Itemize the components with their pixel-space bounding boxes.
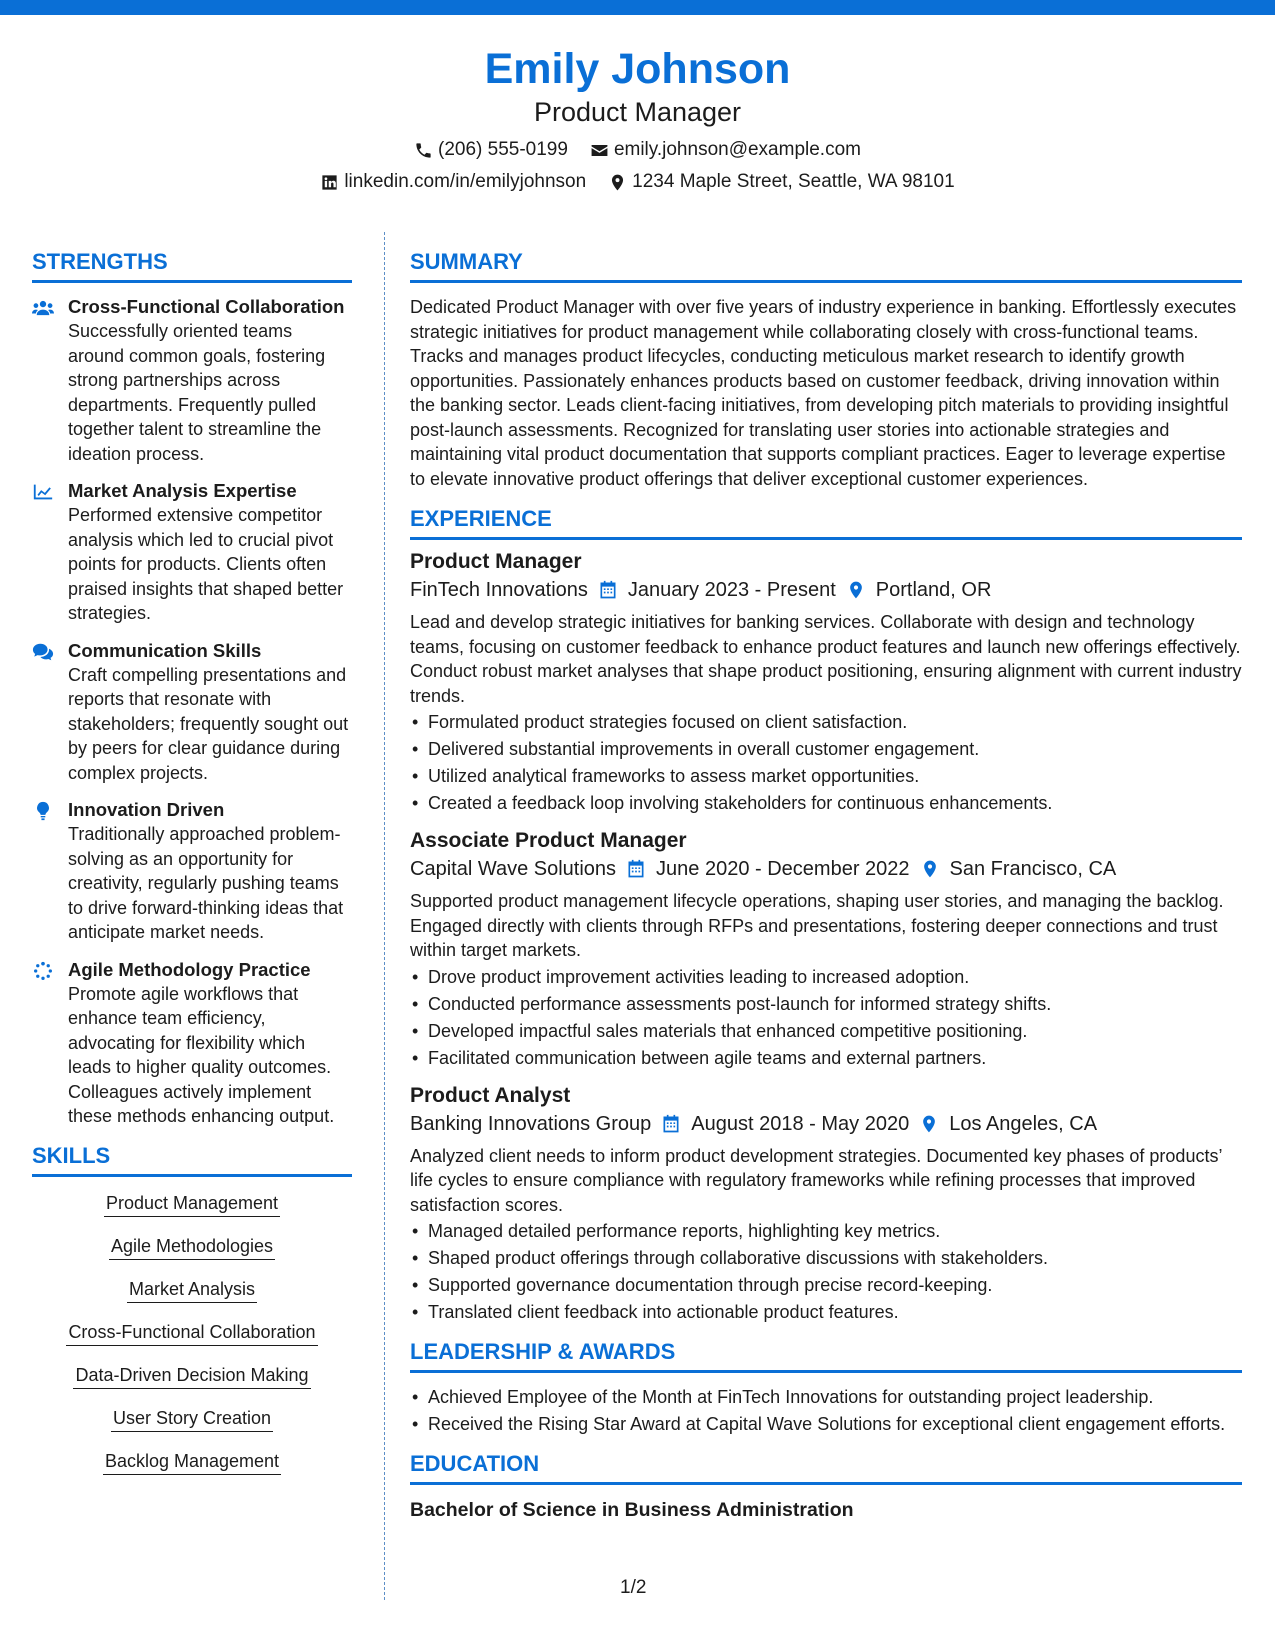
summary-text: Dedicated Product Manager with over five years of industry experience in banking. Effortlessly executes strategic initiatives for product management while collaborating closely with cross-functional teams. Tracks and manages product lifecycles, conducting meticulous market research to identify growth opportunities. Passionately enhances products based on customer feedback, driving innovation within the banking sector. Leads client-facing initiatives, from developing pitch materials to providing insightful post-launch assessments. Recognized for translating user stories into actionable strategies and maintaining vital product documentation that supports compliant practices. Eager to leverage expertise to elevate innovative product offerings that deliver exceptional customer experiences. — [410, 297, 1237, 489]
strength-desc: Successfully oriented teams around common goals, fostering strong partnerships across departments. Frequently pulled together talent to streamline the ideation process. — [68, 321, 326, 464]
bullet-item: • Managed detailed performance reports, highlighting key metrics. — [410, 1218, 1242, 1245]
left-column — [32, 248, 352, 1492]
strength-item — [32, 295, 352, 466]
job-title: Product Analyst — [410, 1083, 571, 1107]
job-location: Portland, OR — [875, 579, 992, 601]
phone-icon — [414, 141, 433, 160]
map-pin-icon — [920, 859, 940, 879]
job-title: Product Manager — [410, 550, 582, 573]
page-number: 1/2 — [620, 1577, 647, 1598]
strength-item — [32, 479, 352, 626]
bullet-item: • Developed impactful sales materials that enhanced competitive positioning. — [410, 1018, 1242, 1045]
envelope-icon — [590, 141, 609, 160]
job-desc: Analyzed client needs to inform product development strategies. Documented key phases of products’ life cycles to ensure compliance with regulatory frameworks while refining processes that improved satisfaction scores. — [410, 1145, 1222, 1215]
email-text[interactable]: emily.johnson@example.com — [613, 139, 861, 160]
job-company: Capital Wave Solutions — [410, 858, 617, 880]
contact-row-2 — [0, 170, 1275, 194]
summary-title: SUMMARY — [410, 248, 1242, 283]
strength-title: Cross-Functional Collaboration — [68, 296, 345, 317]
column-divider — [384, 232, 385, 1600]
strength-desc: Traditionally approached problem-solving as an opportunity for creativity, regularly pushing teams to drive forward-thinking ideas that anticipate market needs. — [68, 824, 344, 942]
address-contact — [608, 170, 955, 194]
linkedin-contact[interactable] — [320, 170, 586, 194]
strength-title: Agile Methodology Practice — [68, 958, 311, 980]
skill-item: Product Management — [104, 1191, 280, 1217]
job-entry — [410, 1082, 1242, 1327]
strength-desc: Performed extensive competitor analysis which led to crucial pivot points for products. Clients often praised insights that shaped better strategies. — [68, 505, 344, 623]
top-accent-bar — [0, 0, 1275, 15]
phone-text: (206) 555-0199 — [438, 139, 568, 160]
job-company: Banking Innovations Group — [410, 1112, 652, 1135]
lightbulb-icon — [32, 801, 54, 821]
map-pin-icon — [919, 1114, 939, 1134]
skills-title: SKILLS — [32, 1142, 352, 1177]
bullet-item: • Facilitated communication between agile teams and external partners. — [410, 1045, 1242, 1072]
strength-desc: Craft compelling presentations and reports that resonate with stakeholders; frequently sought out by peers for clear guidance during complex projects. — [68, 664, 349, 783]
education-title: EDUCATION — [410, 1450, 1242, 1485]
award-item: • Received the Rising Star Award at Capital Wave Solutions for exceptional client engagement efforts. — [410, 1412, 1242, 1437]
map-pin-icon — [846, 580, 866, 600]
skill-item: Market Analysis — [127, 1277, 257, 1303]
bullet-item: • Shaped product offerings through collaborative discussions with stakeholders. — [410, 1245, 1242, 1272]
strengths-list — [32, 295, 352, 1129]
candidate-role: Product Manager — [533, 97, 742, 127]
linkedin-text[interactable]: linkedin.com/in/emilyjohnson — [344, 171, 587, 192]
awards-list — [410, 1385, 1242, 1436]
award-item: • Achieved Employee of the Month at FinTech Innovations for outstanding project leadership. — [410, 1385, 1242, 1410]
job-bullets — [410, 1218, 1242, 1326]
job-meta — [410, 855, 1242, 883]
map-pin-icon — [608, 173, 627, 192]
job-bullets — [410, 964, 1242, 1072]
job-dates: June 2020 - December 2022 — [656, 858, 910, 880]
strength-item — [32, 798, 352, 945]
skill-item: Backlog Management — [103, 1449, 281, 1475]
linkedin-icon — [320, 173, 339, 192]
candidate-name: Emily Johnson — [484, 45, 791, 93]
strength-item — [32, 958, 352, 1129]
job-dates: August 2018 - May 2020 — [691, 1112, 910, 1135]
phone-contact — [414, 138, 568, 162]
right-column — [410, 248, 1242, 1523]
strength-title: Market Analysis Expertise — [68, 480, 297, 501]
skill-item: User Story Creation — [111, 1406, 273, 1432]
job-location: Los Angeles, CA — [949, 1112, 1098, 1135]
job-dates: January 2023 - Present — [627, 579, 836, 601]
job-meta — [410, 576, 1242, 604]
strength-title: Communication Skills — [68, 639, 262, 661]
chart-line-icon — [32, 482, 54, 502]
job-meta — [410, 1110, 1242, 1138]
job-desc: Lead and develop strategic initiatives for banking services. Collaborate with design and technology teams, focusing on customer feedback to enhance product features and launch new offerings effectively. Conduct robust market analyses that shape product positioning, ensuring alignment with current industry trends. — [410, 612, 1242, 706]
bullet-item: • Drove product improvement activities leading to increased adoption. — [410, 964, 1242, 991]
contact-row-1 — [0, 138, 1275, 162]
strength-title: Innovation Driven — [68, 799, 225, 820]
bullet-item: • Utilized analytical frameworks to assess market opportunities. — [410, 763, 1242, 790]
users-icon — [32, 298, 54, 318]
job-entry — [410, 827, 1242, 1072]
strength-item — [32, 639, 352, 786]
skills-list — [32, 1191, 352, 1492]
bullet-item: • Created a feedback loop involving stakeholders for continuous enhancements. — [410, 790, 1242, 817]
calendar-icon — [661, 1114, 681, 1134]
job-desc: Supported product management lifecycle operations, shaping user stories, and managing the backlog. Engaged directly with clients through RFPs and presentations, fostering deeper connections and trust within target markets. — [410, 891, 1224, 960]
comments-icon — [32, 642, 54, 662]
bullet-item: • Translated client feedback into actionable product features. — [410, 1299, 1242, 1326]
job-company: FinTech Innovations — [410, 579, 588, 601]
bullet-item: • Supported governance documentation through precise record-keeping. — [410, 1272, 1242, 1299]
spinner-icon — [32, 961, 54, 981]
skill-item: Agile Methodologies — [109, 1234, 275, 1260]
job-title: Associate Product Manager — [410, 829, 687, 852]
experience-title: EXPERIENCE — [410, 505, 1242, 540]
education-degree: Bachelor of Science in Business Administration — [410, 1499, 854, 1521]
job-entry — [410, 548, 1242, 817]
awards-title: LEADERSHIP & AWARDS — [410, 1338, 1242, 1373]
strengths-title: STRENGTHS — [32, 248, 352, 283]
bullet-item: • Delivered substantial improvements in overall customer engagement. — [410, 736, 1242, 763]
job-location: San Francisco, CA — [949, 858, 1117, 880]
job-bullets — [410, 709, 1242, 817]
skill-item: Data-Driven Decision Making — [73, 1363, 310, 1389]
skill-item: Cross-Functional Collaboration — [66, 1320, 317, 1346]
calendar-icon — [626, 859, 646, 879]
strength-desc: Promote agile workflows that enhance team efficiency, advocating for flexibility which leads to higher quality outcomes. Colleagues actively implement these methods enhancing output. — [68, 983, 335, 1126]
email-contact[interactable] — [590, 138, 861, 162]
resume-header — [0, 42, 1275, 194]
address-text: 1234 Maple Street, Seattle, WA 98101 — [632, 171, 955, 192]
calendar-icon — [598, 580, 618, 600]
bullet-item: • Conducted performance assessments post-launch for informed strategy shifts. — [410, 991, 1242, 1018]
bullet-item: • Formulated product strategies focused on client satisfaction. — [410, 709, 1242, 736]
